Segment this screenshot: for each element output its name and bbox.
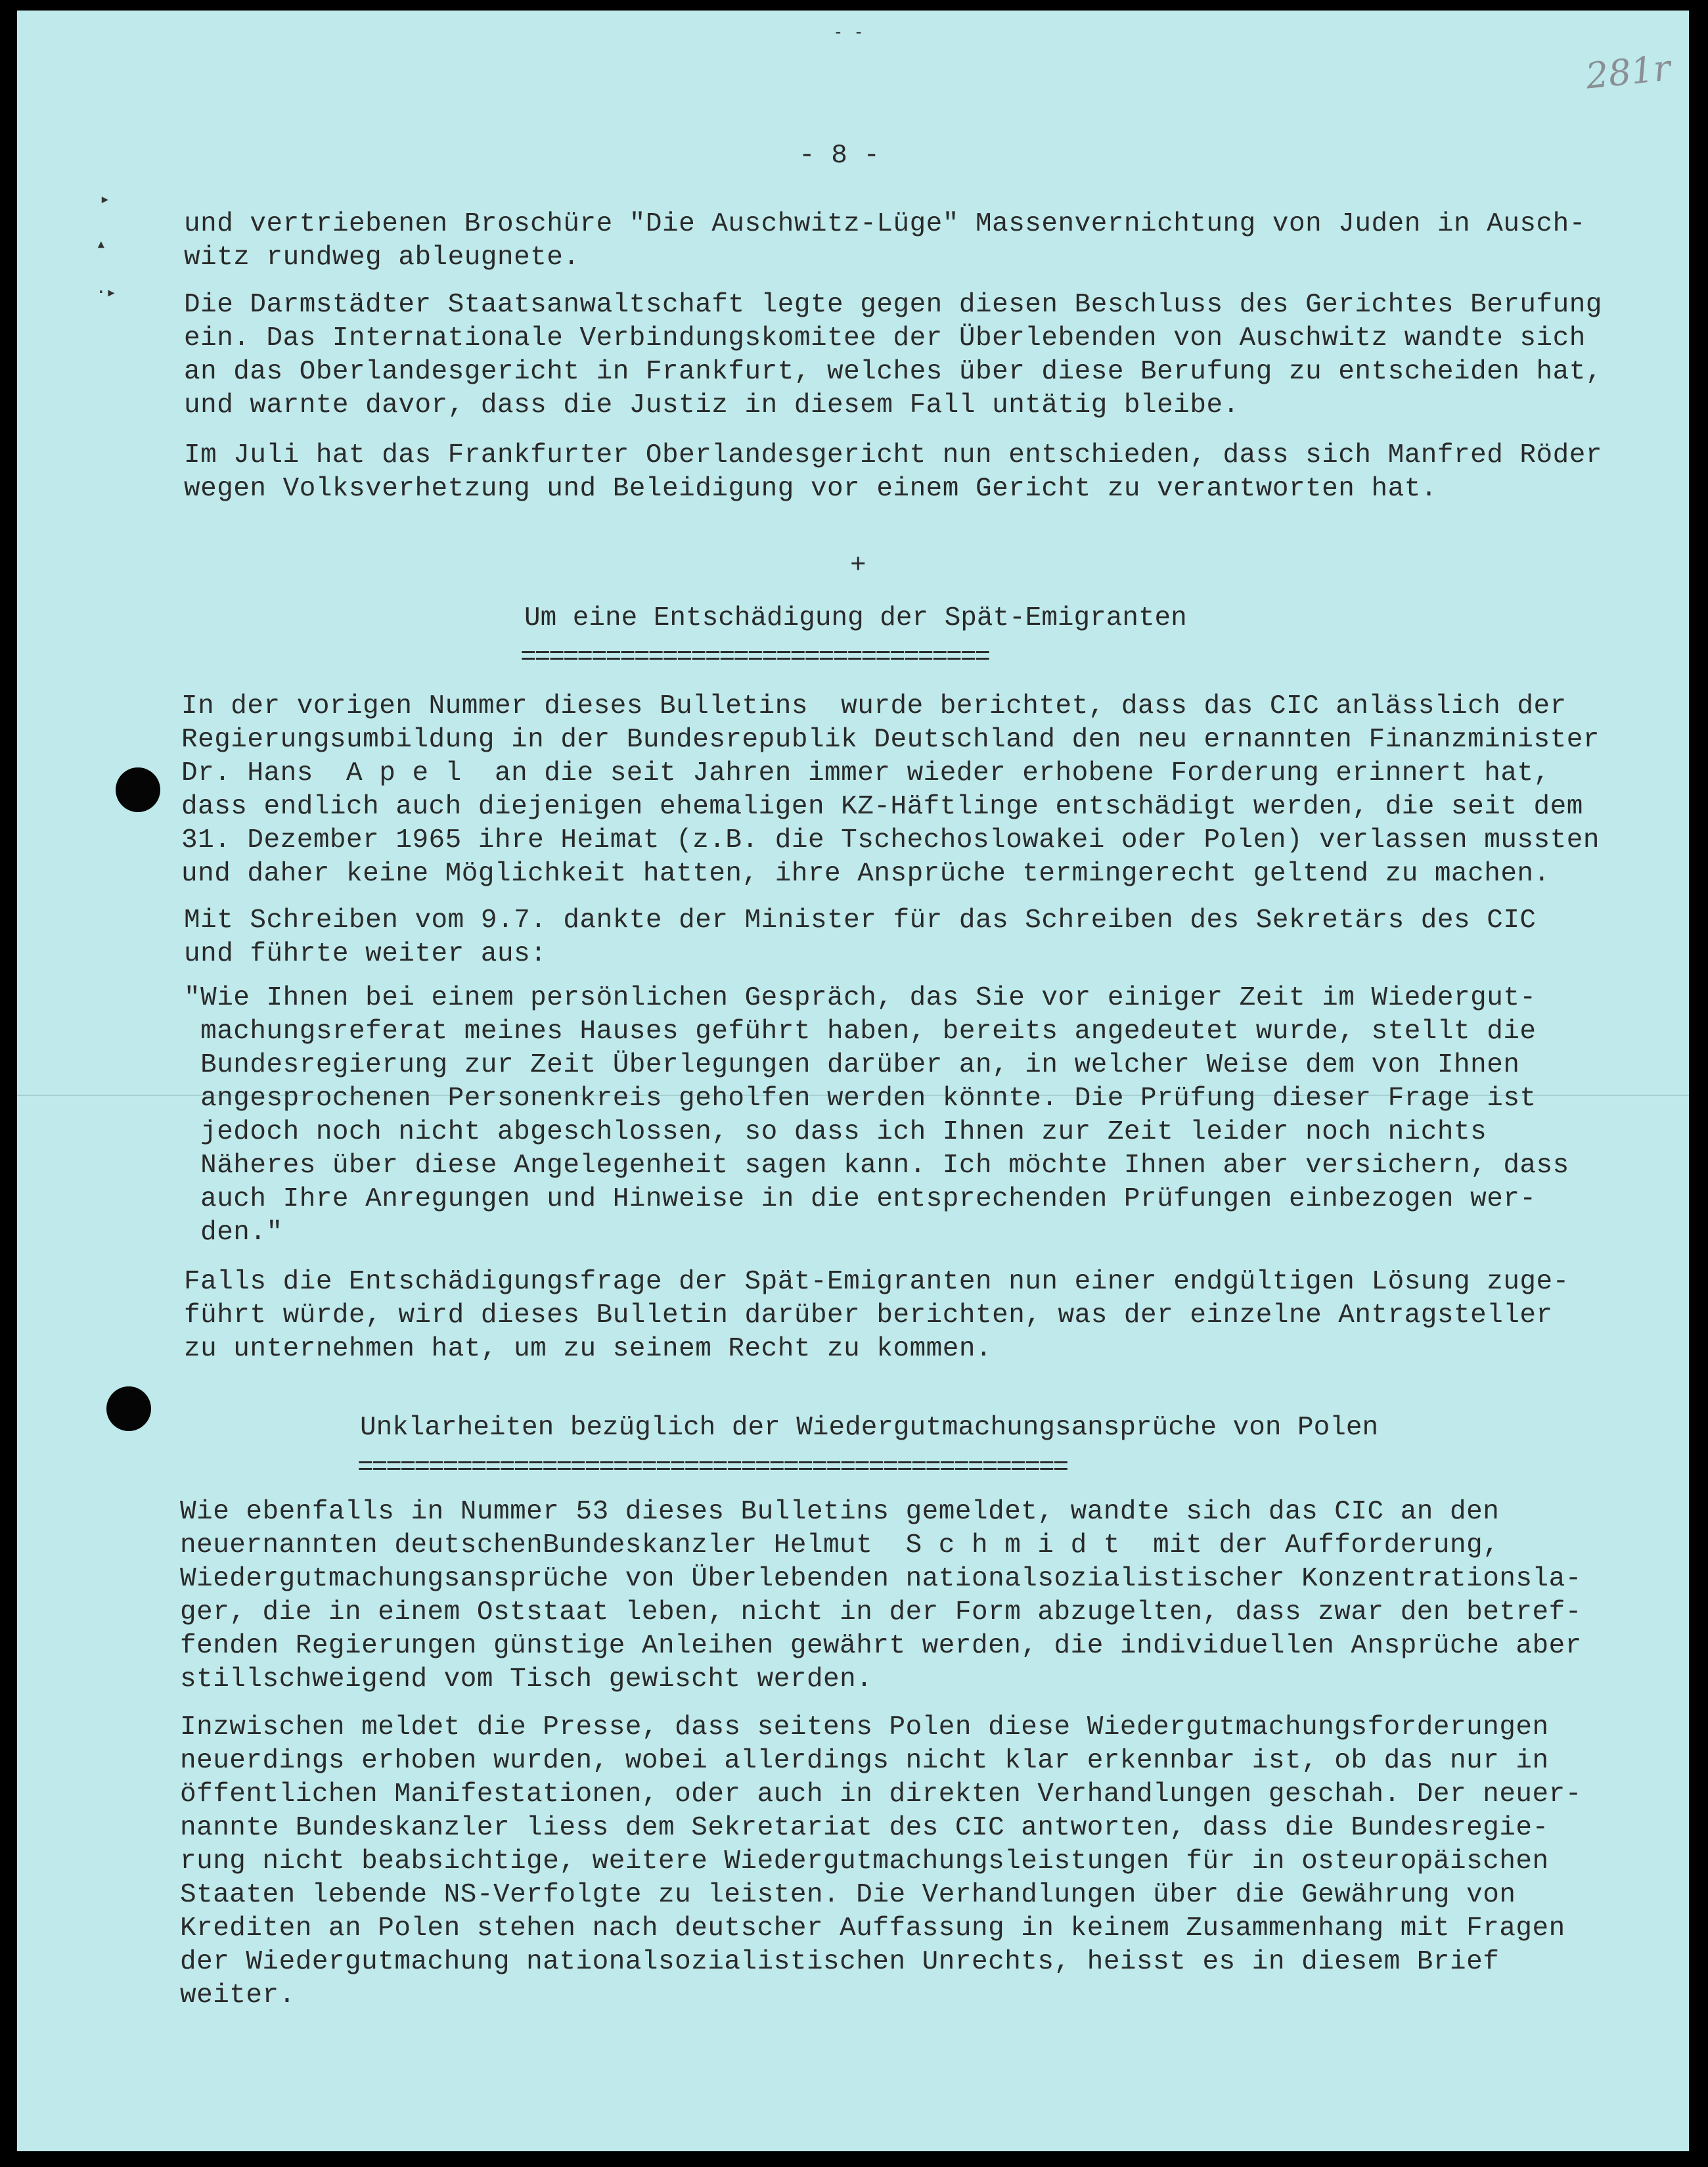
text-line: fenden Regierungen günstige Anleihen gewährt werden, die individuellen Ansprüche aber	[180, 1631, 1582, 1661]
text-line: Regierungsumbildung in der Bundesrepublik Deutschland den neu ernannten Finanzminister	[181, 725, 1600, 755]
punch-hole-upper	[116, 767, 160, 812]
heading-spaet-emigranten: Um eine Entschädigung der Spät-Emigranten	[524, 603, 1187, 633]
heading-underline-1: =================================	[520, 643, 989, 673]
text-line: zu unternehmen hat, um zu seinem Recht zu kommen.	[184, 1334, 993, 1364]
text-line: auch Ihre Anregungen und Hinweise in die entsprechenden Prüfungen einbezogen wer-	[184, 1184, 1537, 1214]
text-line: 31. Dezember 1965 ihre Heimat (z.B. die Tschechoslowakei oder Polen) verlassen mussten	[181, 825, 1600, 855]
text-line: Inzwischen meldet die Presse, dass seitens Polen diese Wiedergutmachungsforderungen	[180, 1712, 1549, 1743]
paragraph-apel-request	[181, 690, 1600, 891]
paragraph-frankfurt-decision	[184, 439, 1602, 506]
paragraph-darmstadt-appeal	[184, 288, 1602, 422]
text-line: Mit Schreiben vom 9.7. dankte der Minister für das Schreiben des Sekretärs des CIC	[184, 905, 1537, 936]
text-line: Die Darmstädter Staatsanwaltschaft legte gegen diesen Beschluss des Gerichtes Berufung	[184, 290, 1602, 320]
heading-underline-2: ==================================================	[357, 1453, 1068, 1483]
text-line: den."	[184, 1218, 283, 1248]
text-line: Staaten lebende NS-Verfolgte zu leisten. Die Verhandlungen über die Gewährung von	[180, 1880, 1516, 1910]
margin-mark-1: ▸	[100, 189, 110, 209]
text-line: Bundesregierung zur Zeit Überlegungen darüber an, in welcher Weise dem von Ihnen	[184, 1050, 1520, 1080]
text-line: wegen Volksverhetzung und Beleidigung vor einem Gericht zu verantworten hat.	[184, 474, 1437, 504]
archive-page-number: 281r	[1584, 47, 1673, 97]
text-line: nannte Bundeskanzler liess dem Sekretariat des CIC antworten, dass die Bundesregie-	[180, 1813, 1549, 1843]
text-line: Wie ebenfalls in Nummer 53 dieses Bulletins gemeldet, wandte sich das CIC an den	[180, 1497, 1500, 1527]
paragraph-auschwitz-luege	[184, 208, 1586, 275]
margin-mark-2: ▴	[96, 234, 106, 254]
text-line: und warnte davor, dass die Justiz in diesem Fall untätig bleibe.	[184, 390, 1240, 421]
text-line: witz rundweg ableugnete.	[184, 242, 580, 273]
quoted-letter	[184, 982, 1569, 1250]
text-line: ein. Das Internationale Verbindungskomitee der Überlebenden von Auschwitz wandte sich	[184, 323, 1586, 354]
text-line: dass endlich auch diejenigen ehemaligen KZ-Häftlinge entschädigt werden, die seit dem	[181, 792, 1583, 822]
text-line: stillschweigend vom Tisch gewischt werden.	[180, 1664, 873, 1695]
text-line: In der vorigen Nummer dieses Bulletins wurde berichtet, dass das CIC anlässlich der	[181, 691, 1567, 721]
text-line: "Wie Ihnen bei einem persönlichen Gespräch, das Sie vor einiger Zeit im Wiedergut-	[184, 983, 1537, 1013]
text-line: ger, die in einem Oststaat leben, nicht in der Form abzugelten, dass zwar den betref-	[180, 1597, 1582, 1628]
text-line: der Wiedergutmachung nationalsozialistischen Unrechts, heisst es in diesem Brief	[180, 1947, 1500, 1977]
paragraph-chancellor-reply	[180, 1711, 1582, 2013]
page-number: - 8 -	[799, 141, 880, 171]
text-line: und daher keine Möglichkeit hatten, ihre Ansprüche termingerecht geltend zu machen.	[181, 859, 1550, 889]
text-line: neuernannten deutschenBundeskanzler Helmut S c h m i d t mit der Aufforderung,	[180, 1530, 1500, 1561]
paragraph-minister-letter	[184, 904, 1537, 971]
text-line: Falls die Entschädigungsfrage der Spät-Emigranten nun einer endgültigen Lösung zuge-	[184, 1267, 1569, 1297]
top-dash-mark: - -	[833, 22, 864, 42]
text-line: machungsreferat meines Hauses geführt haben, bereits angedeutet wurde, stellt die	[184, 1016, 1537, 1047]
text-line: weiter.	[180, 1980, 296, 2011]
text-line: und führte weiter aus:	[184, 939, 547, 969]
text-line: neuerdings erhoben wurden, wobei allerdings nicht klar erkennbar ist, ob das nur in	[180, 1746, 1549, 1776]
text-line: Wiedergutmachungsansprüche von Überlebenden nationalsozialistischer Konzentrationsla-	[180, 1564, 1582, 1594]
text-line: öffentlichen Manifestationen, oder auch in direkten Verhandlungen geschah. Der neuer-	[180, 1779, 1582, 1810]
text-line: Krediten an Polen stehen nach deutscher Auffassung in keinem Zusammenhang mit Fragen	[180, 1913, 1565, 1944]
text-line: angesprochenen Personenkreis geholfen werden könnte. Die Prüfung dieser Frage ist	[184, 1084, 1537, 1114]
section-separator: +	[850, 551, 866, 581]
text-line: Im Juli hat das Frankfurter Oberlandesgericht nun entschieden, dass sich Manfred Röder	[184, 440, 1602, 470]
text-line: Näheres über diese Angelegenheit sagen kann. Ich möchte Ihnen aber versichern, dass	[184, 1151, 1569, 1181]
paragraph-schmidt-request	[180, 1495, 1582, 1697]
heading-polen-ansprueche: Unklarheiten bezüglich der Wiedergutmachungsansprüche von Polen	[360, 1413, 1379, 1443]
text-line: jedoch noch nicht abgeschlossen, so dass ich Ihnen zur Zeit leider noch nichts	[184, 1117, 1487, 1147]
margin-mark-3: ·▸	[96, 283, 117, 302]
text-line: rung nicht beabsichtige, weitere Wiedergutmachungsleistungen für in osteuropäischen	[180, 1846, 1549, 1877]
text-line: führt würde, wird dieses Bulletin darüber berichten, was der einzelne Antragsteller	[184, 1300, 1553, 1331]
document-page	[17, 11, 1689, 2151]
text-line: Dr. Hans A p e l an die seit Jahren immer wieder erhobene Forderung erinnert hat,	[181, 758, 1550, 788]
paragraph-bulletin-report	[184, 1266, 1569, 1366]
text-line: und vertriebenen Broschüre "Die Auschwitz-Lüge" Massenvernichtung von Juden in Ausch-	[184, 209, 1586, 239]
punch-hole-lower	[106, 1386, 151, 1431]
text-line: an das Oberlandesgericht in Frankfurt, welches über diese Berufung zu entscheiden hat,	[184, 357, 1602, 387]
